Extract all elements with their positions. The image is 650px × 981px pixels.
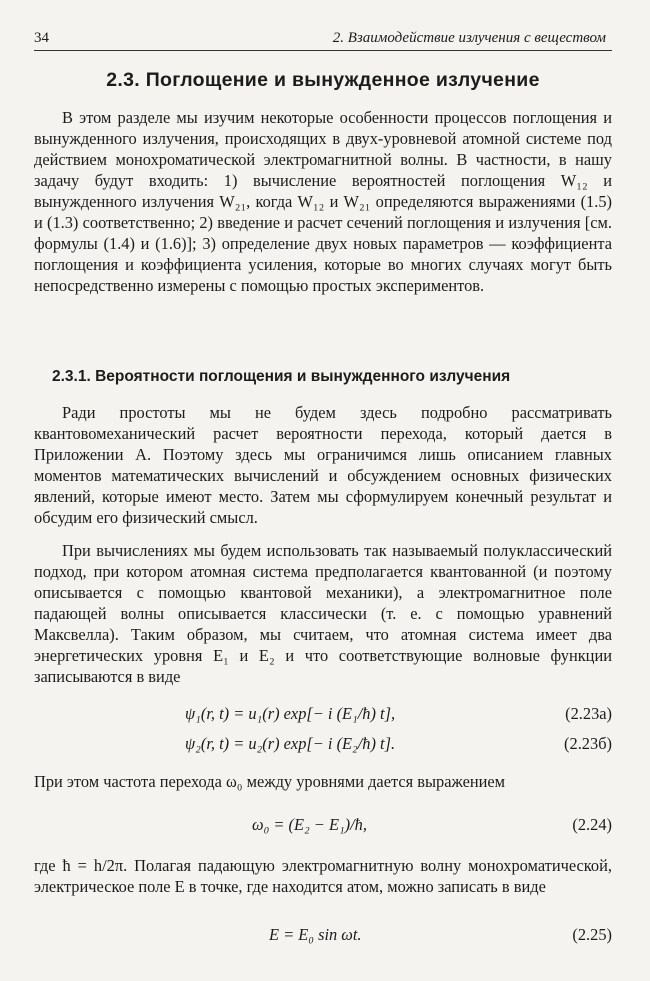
equation-number: (2.23б) (564, 734, 612, 753)
equation-number: (2.24) (572, 815, 612, 834)
paragraph-semiclassical: При вычислениях мы будем использовать так называемый полуклассический подход, при котором атомная система предполагается квантованной (и поэтому описывается с помощью квантовой механики), а электромагнитное поле падающей волны описывается классически (т. е. с помощью уравнений Максвелла). Таким образом, мы считаем, что атомная система имеет два энергетических уровня E₁ и E₂ и что соответствующие волновые функции записываются в виде (34, 541, 612, 686)
equation-expression: ψ₂(r, t) = u₂(r) exp[− i (E₂/ħ) t]. (185, 734, 396, 753)
equation-2-23b (34, 734, 612, 756)
paragraph-simplicity: Ради простоты мы не будем здесь подробно рассматривать квантовомеханический расчет вероятности перехода, который дается в Приложении А. Поэтому здесь мы ограничимся лишь описанием главных моментов математических вычислений и обсуждением основных физических явлений, которые имеют место. Затем мы сформулируем конечный результат и обсудим его физический смысл. (34, 403, 612, 527)
equation-number: (2.23а) (565, 704, 612, 723)
running-header (34, 28, 612, 51)
paragraph-incident-wave: где ħ = h/2π. Полагая падающую электромагнитную волну монохроматической, электрическое поле E в точке, где находится атом, можно записать в виде (34, 856, 612, 896)
page-number: 34 (34, 30, 49, 46)
section-heading: 2.3. Поглощение и вынужденное излучение (106, 69, 540, 91)
equation-expression: ω₀ = (E₂ − E₁)/ħ, (252, 815, 367, 834)
equation-expression: E = E₀ sin ωt. (269, 925, 362, 944)
subsection-heading: 2.3.1. Вероятности поглощения и вынужденного излучения (52, 368, 511, 385)
equation-expression: ψ₁(r, t) = u₁(r) exp[− i (E₁/ħ) t], (185, 704, 396, 723)
paragraph-intro: В этом разделе мы изучим некоторые особенности процессов поглощения и вынужденного излучения, происходящих в двух-уровневой атомной системе под действием монохроматической электромагнитной волны. В частности, в нашу задачу будут входить: 1) вычисление вероятностей поглощения W₁₂ и вынужденного излучения W₂₁, когда W₁₂ и W₂₁ определяются выражениями (1.5) и (1.3) соответственно; 2) введение и расчет сечений поглощения и излучения [см. формулы (1.4) и (1.6)]; 3) определение двух новых параметров — коэффициента поглощения и коэффициента усиления, которые во многих случаях могут быть непосредственно измерены с помощью простых экспериментов. (34, 108, 612, 295)
running-title: 2. Взаимодействие излучения с веществом (332, 30, 606, 46)
equation-number: (2.25) (572, 925, 612, 944)
equation-2-25 (34, 925, 612, 947)
equation-2-23a (34, 704, 612, 726)
paragraph-transition-frequency: При этом частота перехода ω₀ между уровнями дается выражением (34, 772, 506, 791)
equation-2-24 (34, 815, 612, 837)
